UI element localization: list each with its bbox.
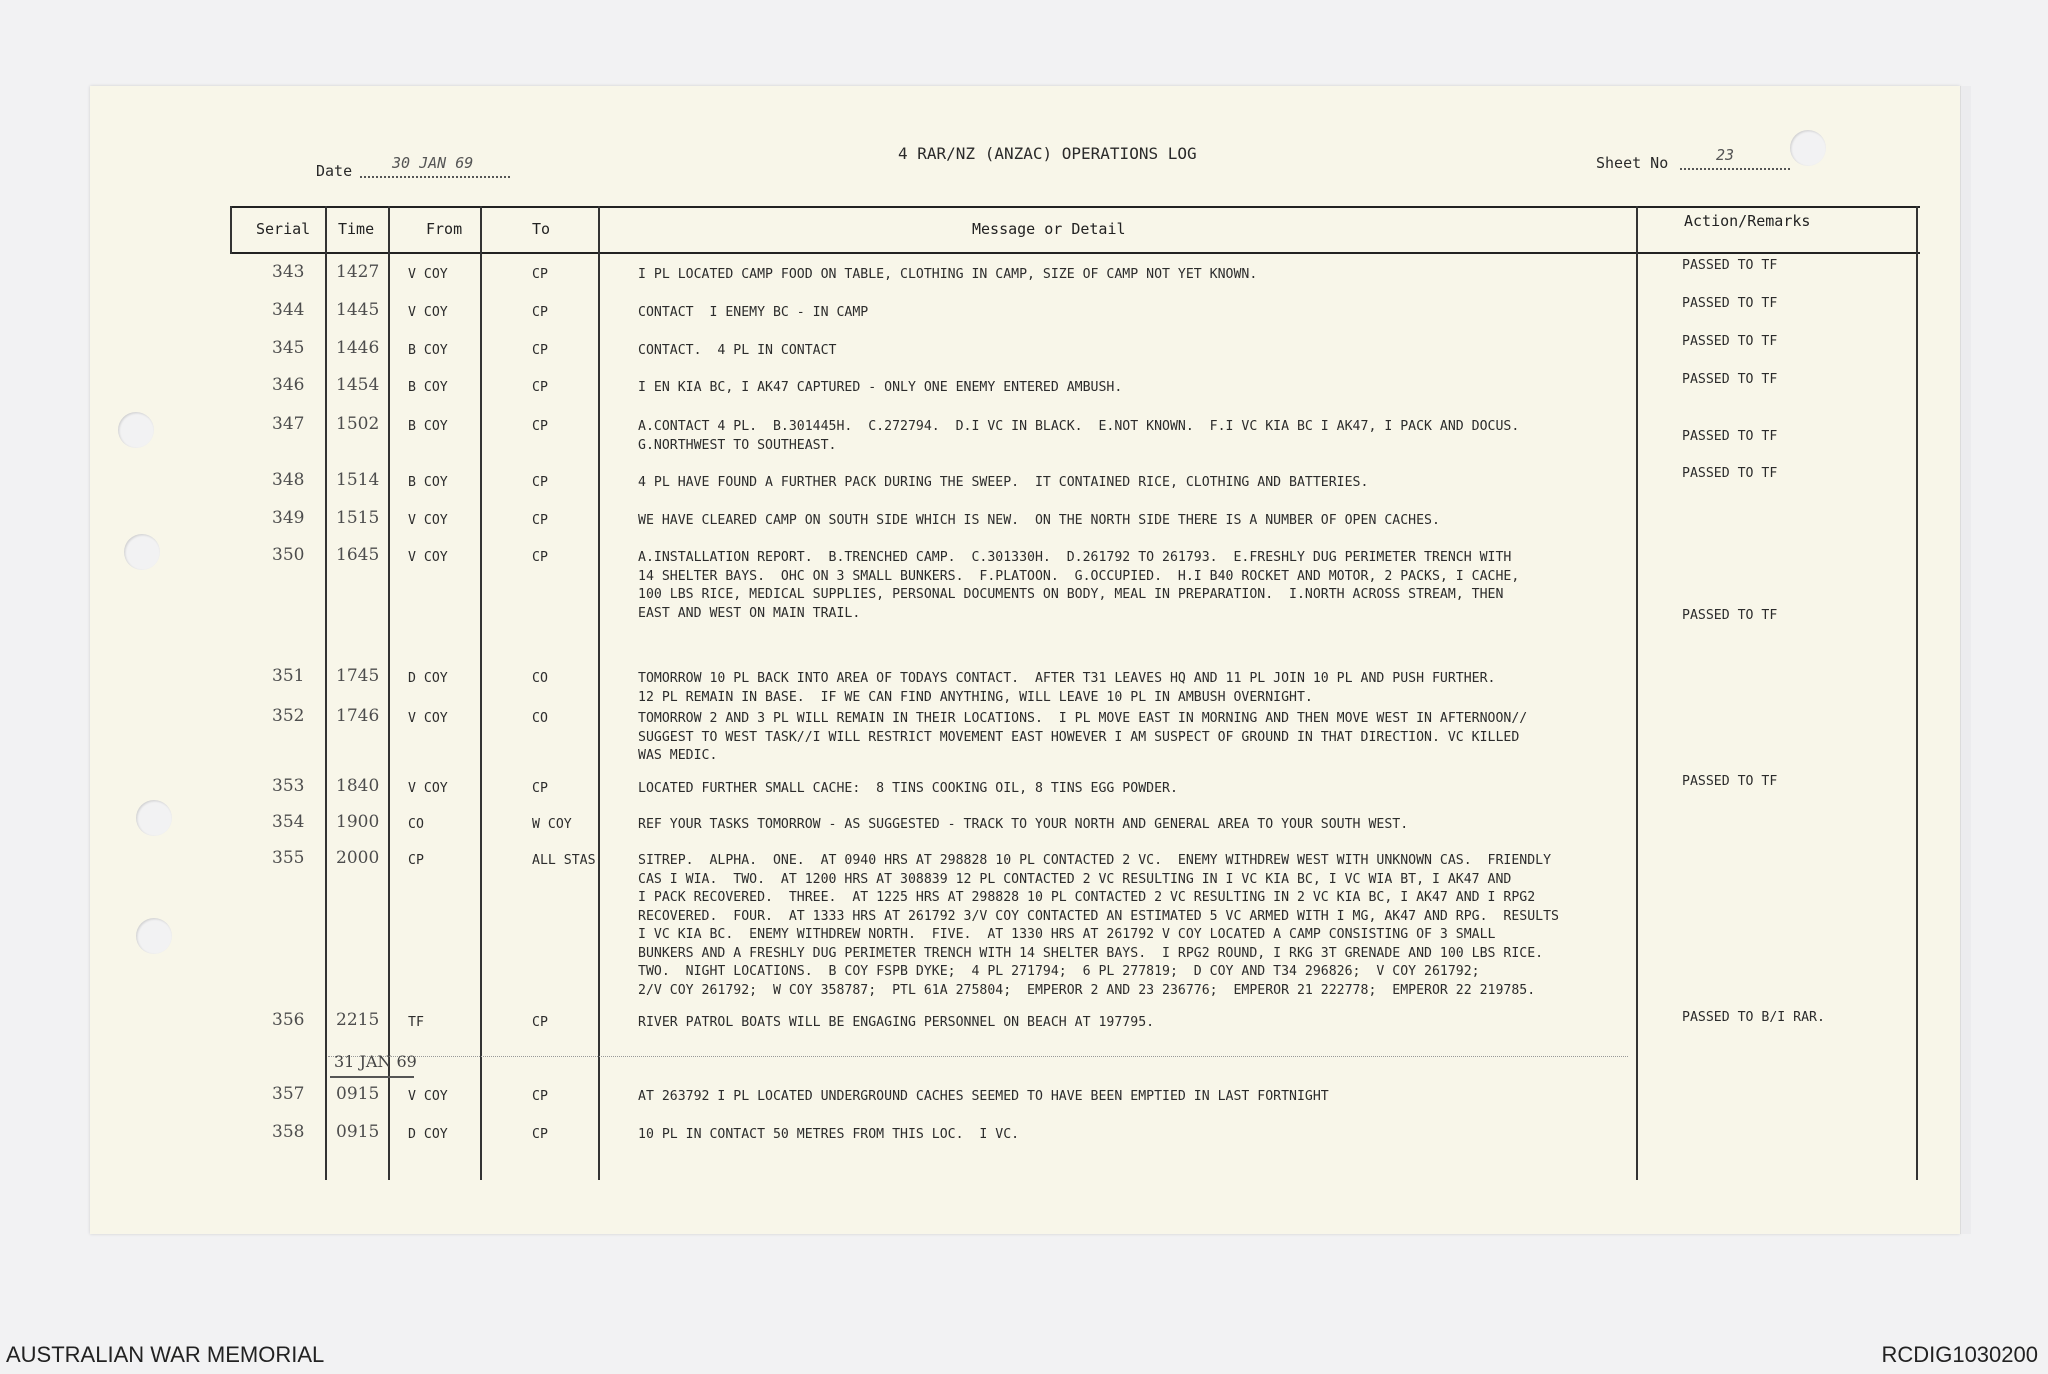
row-remarks: PASSED TO TF [1682, 334, 1778, 349]
row-message: 10 PL IN CONTACT 50 METRES FROM THIS LOC. I VC. [638, 1127, 1020, 1142]
row-remarks: PASSED TO TF [1682, 296, 1778, 311]
row-to: CP [532, 781, 548, 796]
row-to: ALL STAS [532, 853, 596, 868]
date-break-rule [328, 1056, 1628, 1057]
row-from: V COY [408, 781, 448, 796]
row-time: 1502 [336, 414, 380, 434]
row-remarks: PASSED TO TF [1682, 608, 1778, 623]
date-break-label: 31 JAN 69 [334, 1052, 417, 1071]
row-from: B COY [408, 380, 448, 395]
row-serial: 349 [272, 508, 305, 528]
row-to: CP [532, 267, 548, 282]
row-message: TOMORROW 10 PL BACK INTO AREA OF TODAYS CONTACT. AFTER T31 LEAVES HQ AND 11 PL JOIN 10 PL AND PUSH FURTHER. 12 PL REMAIN IN BASE. IF WE CAN FIND ANYTHING, WILL LEAVE 10 PL IN AMBUSH OVERNIGHT. [638, 671, 1496, 705]
column-rule [1916, 206, 1918, 1180]
date-break-underline [330, 1076, 414, 1078]
row-to: CP [532, 380, 548, 395]
row-to: W COY [532, 817, 572, 832]
row-to: CP [532, 550, 548, 565]
row-from: D COY [408, 671, 448, 686]
row-serial: 344 [272, 300, 305, 320]
row-from: V COY [408, 513, 448, 528]
sheet-value: 23 [1716, 146, 1735, 164]
date-line [360, 176, 510, 178]
punch-hole [118, 412, 154, 448]
row-remarks: PASSED TO TF [1682, 466, 1778, 481]
row-time: 1454 [336, 375, 380, 395]
row-serial: 346 [272, 375, 305, 395]
row-to: CP [532, 1015, 548, 1030]
column-header-message: Message or Detail [972, 220, 1126, 238]
row-to: CP [532, 305, 548, 320]
row-serial: 348 [272, 470, 305, 490]
row-time: 1900 [336, 812, 380, 832]
row-serial: 350 [272, 545, 305, 565]
row-message: CONTACT. 4 PL IN CONTACT [638, 343, 837, 358]
row-serial: 347 [272, 414, 305, 434]
row-remarks: PASSED TO TF [1682, 774, 1778, 789]
row-from: D COY [408, 1127, 448, 1142]
table-header-rule [230, 252, 1920, 254]
row-message: 4 PL HAVE FOUND A FURTHER PACK DURING THE SWEEP. IT CONTAINED RICE, CLOTHING AND BATTERIES. [638, 475, 1369, 490]
column-header-from: From [426, 220, 463, 238]
row-from: V COY [408, 550, 448, 565]
row-message: WE HAVE CLEARED CAMP ON SOUTH SIDE WHICH IS NEW. ON THE NORTH SIDE THERE IS A NUMBER OF OPEN CACHES. [638, 513, 1440, 528]
row-from: CP [408, 853, 424, 868]
row-to: CO [532, 671, 548, 686]
punch-hole [136, 800, 172, 836]
row-serial: 356 [272, 1010, 305, 1030]
punch-hole [124, 534, 160, 570]
row-time: 2000 [336, 848, 380, 868]
row-from: B COY [408, 475, 448, 490]
row-message: RIVER PATROL BOATS WILL BE ENGAGING PERSONNEL ON BEACH AT 197795. [638, 1015, 1155, 1030]
row-serial: 355 [272, 848, 305, 868]
row-serial: 343 [272, 262, 305, 282]
column-rule [230, 206, 232, 254]
row-message: I PL LOCATED CAMP FOOD ON TABLE, CLOTHING IN CAMP, SIZE OF CAMP NOT YET KNOWN. [638, 267, 1258, 282]
row-serial: 358 [272, 1122, 305, 1142]
row-serial: 352 [272, 706, 305, 726]
row-time: 1645 [336, 545, 380, 565]
row-time: 2215 [336, 1010, 380, 1030]
row-message: I EN KIA BC, I AK47 CAPTURED - ONLY ONE ENEMY ENTERED AMBUSH. [638, 380, 1123, 395]
row-time: 0915 [336, 1084, 380, 1104]
row-from: B COY [408, 419, 448, 434]
operations-log-table [230, 200, 1920, 1180]
row-from: V COY [408, 1089, 448, 1104]
footer-record-id: RCDIG1030200 [1881, 1342, 2038, 1367]
column-header-to: To [532, 220, 551, 238]
row-message: A.CONTACT 4 PL. B.301445H. C.272794. D.I VC IN BLACK. E.NOT KNOWN. F.I VC KIA BC I AK47, I PACK AND DOCUS. G.NORTHWEST TO SOUTHEAST. [638, 419, 1520, 453]
row-time: 0915 [336, 1122, 380, 1142]
row-remarks: PASSED TO TF [1682, 429, 1778, 444]
row-serial: 345 [272, 338, 305, 358]
row-remarks: PASSED TO TF [1682, 258, 1778, 273]
punch-hole [136, 918, 172, 954]
row-from: CO [408, 817, 424, 832]
row-from: TF [408, 1015, 424, 1030]
row-message: AT 263792 I PL LOCATED UNDERGROUND CACHES SEEMED TO HAVE BEEN EMPTIED IN LAST FORTNIGHT [638, 1089, 1329, 1104]
row-time: 1446 [336, 338, 380, 358]
row-from: V COY [408, 267, 448, 282]
row-message: SITREP. ALPHA. ONE. AT 0940 HRS AT 298828 10 PL CONTACTED 2 VC. ENEMY WITHDREW WEST WITH UNKNOWN CAS. FRIENDLY CAS I WIA. TWO. AT 1200 HRS AT 308839 12 PL CONTACTED 2 VC RESULTING IN I VC KIA BC, I VC WIA BT, I AK47 AND I PACK RECOVERED. THREE. AT 1225 HRS AT 298828 10 PL CONTACTED 2 VC RESULTING IN 2 VC KIA BC, I AK47 AND I RPG2 RECOVERED. FOUR. AT 1333 HRS AT 261792 3/V COY CONTACTED AN ESTIMATED 5 VC ARMED WITH I MG, AK47 AND RPG. RESULTS I VC KIA BC. ENEMY WITHDREW NORTH. FIVE. AT 1330 HRS AT 261792 V COY LOCATED A CAMP CONSISTING OF 3 SMALL BUNKERS AND A FRESHLY DUG PERIMETER TRENCH WITH 14 SHELTER BAYS. I RPG2 ROUND, I RKG 3T GRENADE AND 100 LBS RICE. TWO. NIGHT LOCATIONS. B COY FSPB DYKE; 4 PL 271794; 6 PL 277819; D COY AND T34 296826; V COY 261792; 2/V COY 261792; W COY 358787; PTL 61A 275804; EMPEROR 2 AND 23 236776; EMPEROR 21 222778; EMPEROR 22 219785. [638, 853, 1559, 998]
page-title: 4 RAR/NZ (ANZAC) OPERATIONS LOG [898, 144, 1197, 163]
row-message: REF YOUR TASKS TOMORROW - AS SUGGESTED - TRACK TO YOUR NORTH AND GENERAL AREA TO YOUR SOUTH WEST. [638, 817, 1409, 832]
row-from: V COY [408, 305, 448, 320]
row-time: 1840 [336, 776, 380, 796]
table-top-rule [230, 206, 1920, 208]
row-time: 1746 [336, 706, 380, 726]
row-from: V COY [408, 711, 448, 726]
row-from: B COY [408, 343, 448, 358]
row-time: 1514 [336, 470, 380, 490]
row-message: TOMORROW 2 AND 3 PL WILL REMAIN IN THEIR LOCATIONS. I PL MOVE EAST IN MORNING AND THEN MOVE WEST IN AFTERNOON// SUGGEST TO WEST TASK//I WILL RESTRICT MOVEMENT EAST HOWEVER I AM SUSPECT OF GROUND IN THAT DIRECTION. VC KILLED WAS MEDIC. [638, 711, 1528, 763]
date-label: Date [316, 162, 353, 180]
column-rule [1636, 206, 1638, 1180]
row-remarks: PASSED TO B/I RAR. [1682, 1010, 1825, 1025]
column-header-time: Time [338, 220, 375, 238]
row-message: CONTACT I ENEMY BC - IN CAMP [638, 305, 869, 320]
row-to: CP [532, 1127, 548, 1142]
row-serial: 351 [272, 666, 305, 686]
row-serial: 353 [272, 776, 305, 796]
row-message: LOCATED FURTHER SMALL CACHE: 8 TINS COOKING OIL, 8 TINS EGG POWDER. [638, 781, 1178, 796]
column-header-remarks: Action/Remarks [1684, 212, 1811, 230]
row-message: A.INSTALLATION REPORT. B.TRENCHED CAMP. C.301330H. D.261792 TO 261793. E.FRESHLY DUG PERIMETER TRENCH WITH 14 SHELTER BAYS. OHC ON 3 SMALL BUNKERS. F.PLATOON. G.OCCUPIED. H.I B40 ROCKET AND MOTOR, 2 PACKS, I CACHE, 100 LBS RICE, MEDICAL SUPPLIES, PERSONAL DOCUMENTS ON BODY, MEAL IN PREPARATION. I.NORTH ACROSS STREAM, THEN EAST AND WEST ON MAIN TRAIL. [638, 550, 1520, 621]
row-to: CP [532, 419, 548, 434]
column-rule [480, 206, 482, 1180]
column-rule [388, 206, 390, 1180]
column-rule [325, 206, 327, 1180]
row-to: CP [532, 1089, 548, 1104]
punch-hole [1790, 130, 1826, 166]
row-to: CP [532, 513, 548, 528]
footer-archive-name: AUSTRALIAN WAR MEMORIAL [6, 1342, 325, 1367]
row-time: 1515 [336, 508, 380, 528]
row-time: 1445 [336, 300, 380, 320]
column-header-serial: Serial [256, 220, 311, 238]
date-value: 30 JAN 69 [392, 154, 474, 172]
row-to: CO [532, 711, 548, 726]
row-to: CP [532, 475, 548, 490]
row-remarks: PASSED TO TF [1682, 372, 1778, 387]
row-serial: 354 [272, 812, 305, 832]
sheet-label: Sheet No [1596, 154, 1669, 172]
row-to: CP [532, 343, 548, 358]
page-edge [1960, 86, 1971, 1234]
row-time: 1427 [336, 262, 380, 282]
row-serial: 357 [272, 1084, 305, 1104]
sheet-line [1680, 168, 1790, 170]
column-rule [598, 206, 600, 1180]
row-time: 1745 [336, 666, 380, 686]
